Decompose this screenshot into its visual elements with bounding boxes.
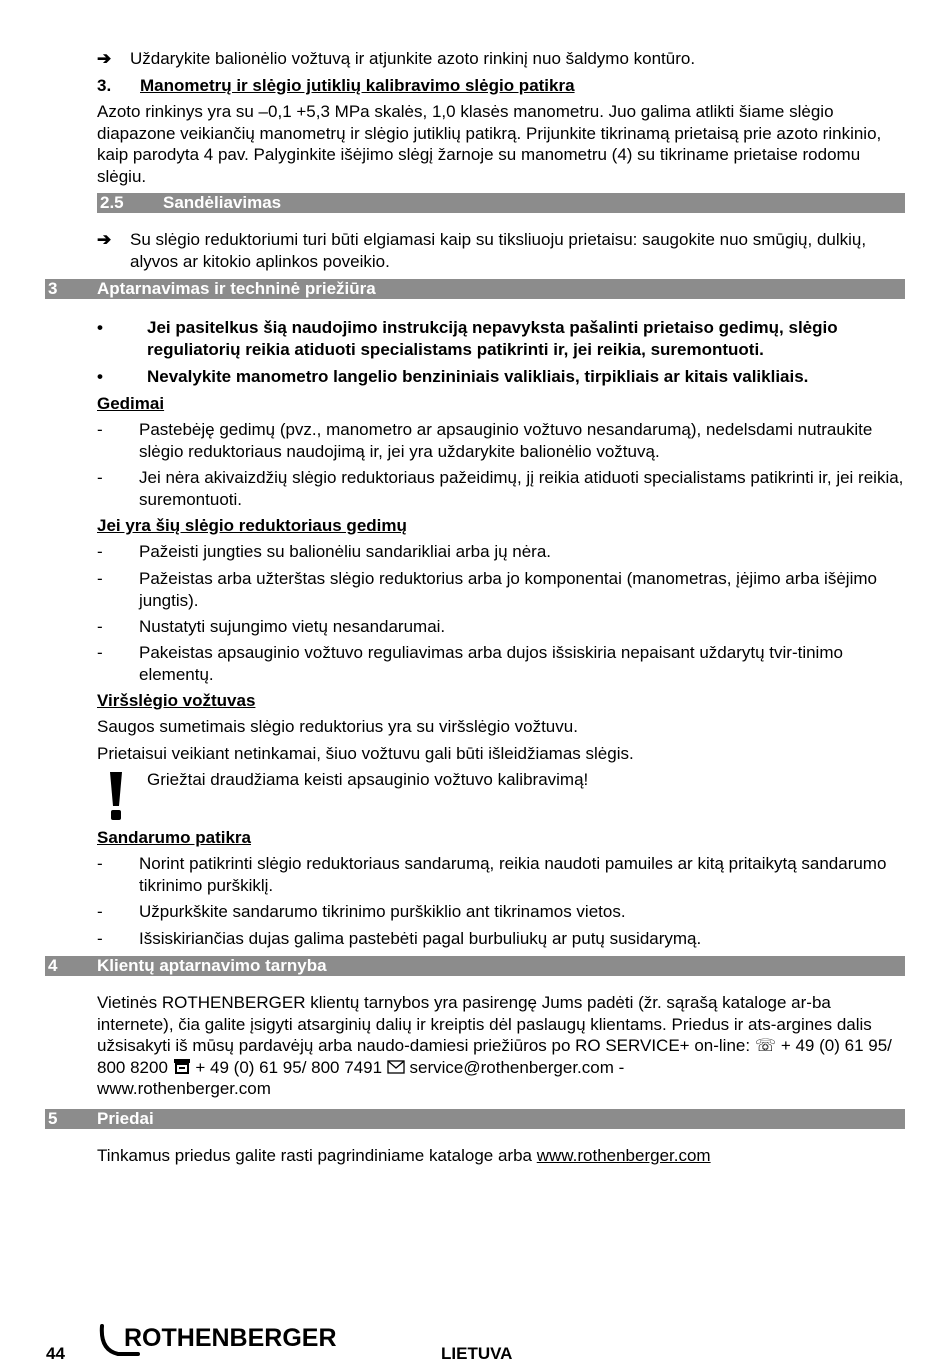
subsection-body: Azoto rinkinys yra su –0,1 +5,3 MPa skalės, 1,0 klasės manometru. Juo galima atlikti šiame slėgio diapazone veikiančių manometrų ir slėgio jutiklių patikrą. Prijunkite tikrinamą prietaisą prie azoto rinkinio, kaip parodyta 4 pav. Palyginkite išėjimo slėgį žarnoje su manometru (4) su tikriname prietaise rodomu slėgiu. xyxy=(97,102,882,186)
list-item xyxy=(97,616,907,638)
section-title: Priedai xyxy=(97,1109,154,1128)
list-item-text: Pastebėję gedimų (pvz., manometro ar apsauginio vožtuvo nesandarumą), nedelsdami nutraukite slėgio reduktoriaus naudojimą ir, jei yra uždarykite balionėlio vožtuvą. xyxy=(139,420,873,461)
section-bar-5 xyxy=(45,1109,905,1129)
dash-symbol: - xyxy=(97,569,103,588)
arrow-right-icon: ➔ xyxy=(97,49,112,68)
section-bar-3 xyxy=(45,279,905,299)
relief-valve-text: Saugos sumetimais slėgio reduktorius yra su viršslėgio vožtuvu. xyxy=(97,717,578,736)
list-item xyxy=(97,901,907,923)
envelope-icon xyxy=(387,1060,405,1074)
list-item-text: Nustatyti sujungimo vietų nesandarumai. xyxy=(139,617,446,636)
phone-icon: ☏ xyxy=(754,1036,777,1055)
list-item-text: Išsiskiriančias dujas galima pastebėti pagal burbuliukų ar putų susidarymą. xyxy=(139,929,702,948)
relief-valve-text: Prietaisui veikiant netinkamai, šiuo vožtuvu gali būti išleidžiamas slėgis. xyxy=(97,744,634,763)
service-paragraph xyxy=(97,992,907,1100)
fax-number: + 49 (0) 61 95/ 800 7491 xyxy=(195,1057,383,1077)
list-item-text: Pažeisti jungties su balionėliu sandarikliai arba jų nėra. xyxy=(139,542,552,561)
section-title: Aptarnavimas ir techninė priežiūra xyxy=(97,279,376,298)
list-item xyxy=(97,642,907,685)
website-link[interactable]: www.rothenberger.com xyxy=(536,1146,711,1165)
step-item xyxy=(97,48,907,70)
leak-test-heading: Sandarumo patikra xyxy=(97,828,251,847)
section-number: 3 xyxy=(48,279,58,298)
section-title: Sandėliavimas xyxy=(163,193,282,212)
language-label: LIETUVA xyxy=(441,1344,513,1363)
subsection-title: Manometrų ir slėgio jutiklių kalibravimo slėgio patikra xyxy=(140,76,575,95)
arrow-right-icon: ➔ xyxy=(97,230,112,249)
dash-symbol: - xyxy=(97,617,103,636)
exclamation-icon xyxy=(104,770,128,822)
dash-symbol: - xyxy=(97,542,103,561)
accessories-paragraph xyxy=(97,1145,907,1167)
website-link[interactable]: www.rothenberger.com xyxy=(97,1079,271,1098)
list-item-text: Pažeistas arba užterštas slėgio reduktorius arba jo komponentai (manometras, įėjimo arba išėjimo jungtis). xyxy=(139,569,877,610)
list-item-text: Pakeistas apsauginio vožtuvo reguliavimas arba dujos išsiskiria nepaisant uždarytų tvir-tinimo elementų. xyxy=(139,643,843,684)
section-number: 2.5 xyxy=(100,193,124,212)
list-item xyxy=(97,928,907,950)
list-item xyxy=(97,541,907,563)
dash-symbol: - xyxy=(97,854,103,873)
dash-symbol: - xyxy=(97,902,103,921)
bullet-item xyxy=(97,317,907,360)
bullet-text: Jei pasitelkus šią naudojimo instrukciją nepavyksta pašalinti prietaiso gedimų, slėgio reguliatorių reikia atiduoti specialistams patikrinti ir, jei reikia, suremontuoti. xyxy=(147,318,838,359)
list-item xyxy=(97,467,907,510)
warning-text: Griežtai draudžiama keisti apsauginio vožtuvo kalibravimą! xyxy=(147,770,589,789)
section-bar-2-5 xyxy=(97,193,905,213)
section-title: Klientų aptarnavimo tarnyba xyxy=(97,956,327,975)
page-number: 44 xyxy=(46,1344,65,1363)
fax-icon xyxy=(173,1058,191,1074)
list-item xyxy=(97,568,907,611)
dash-symbol: - xyxy=(97,468,103,487)
email-link[interactable]: service@rothenberger.com - xyxy=(409,1057,625,1077)
rothenberger-logo xyxy=(98,1322,348,1358)
relief-valve-heading: Viršslėgio vožtuvas xyxy=(97,691,256,710)
storage-item xyxy=(97,229,907,272)
dash-symbol: - xyxy=(97,929,103,948)
list-item-text: Norint patikrinti slėgio reduktoriaus sandarumą, reikia naudoti pamuiles ar kitą pritaikytą sandarumo tikrinimo purškiklį. xyxy=(139,854,887,895)
bullet-symbol: • xyxy=(97,318,103,337)
bullet-symbol: • xyxy=(97,367,103,386)
list-item-text: Jei nėra akivaizdžių slėgio reduktoriaus pažeidimų, jį reikia atiduoti specialistams patikrinti ir, jei reikia, suremontuoti. xyxy=(139,468,904,509)
section-bar-4 xyxy=(45,956,905,976)
accessories-text: Tinkamus priedus galite rasti pagrindiniame kataloge arba xyxy=(97,1146,532,1165)
section-number: 4 xyxy=(48,956,58,975)
dash-symbol: - xyxy=(97,643,103,662)
section-number: 5 xyxy=(48,1109,58,1128)
logo-text: ROTHENBERGER xyxy=(124,1324,337,1352)
phone-number: + 49 (0) 61 95/ 800 8200 xyxy=(97,1036,892,1077)
list-item-text: Užpurkškite sandarumo tikrinimo purškiklio ant tikrinamos vietos. xyxy=(139,902,626,921)
storage-text: Su slėgio reduktoriumi turi būti elgiamasi kaip su tiksliuoju prietaisu: saugokite nuo smūgių, dulkių, alyvos ar kitokio aplinkos poveikio. xyxy=(130,230,867,271)
faults-heading: Gedimai xyxy=(97,394,165,413)
bullet-text: Nevalykite manometro langelio benzininiais valikliais, tirpikliais ar kitais valikliais. xyxy=(147,367,809,386)
subsection-number: 3. xyxy=(97,76,112,95)
dash-symbol: - xyxy=(97,420,103,439)
service-text: Vietinės ROTHENBERGER klientų tarnybos yra pasirengę Jums padėti (žr. sąrašą kataloge ar-ba internete), čia galite įsigyti atsarginių dalių ir kreiptis dėl paslaugų klientams. Priedus ir ats-argines dalis užsisakyti iš mūsų pardavėjų arba naudo-damiesi priežiūros po RO SERVICE+ on-line: xyxy=(97,993,872,1055)
step-text: Uždarykite balionėlio vožtuvą ir atjunkite azoto rinkinį nuo šaldymo kontūro. xyxy=(130,49,696,68)
list-item xyxy=(97,853,907,896)
list-item xyxy=(97,419,907,462)
if-faults-heading: Jei yra šių slėgio reduktoriaus gedimų xyxy=(97,516,407,535)
bullet-item xyxy=(97,366,907,388)
